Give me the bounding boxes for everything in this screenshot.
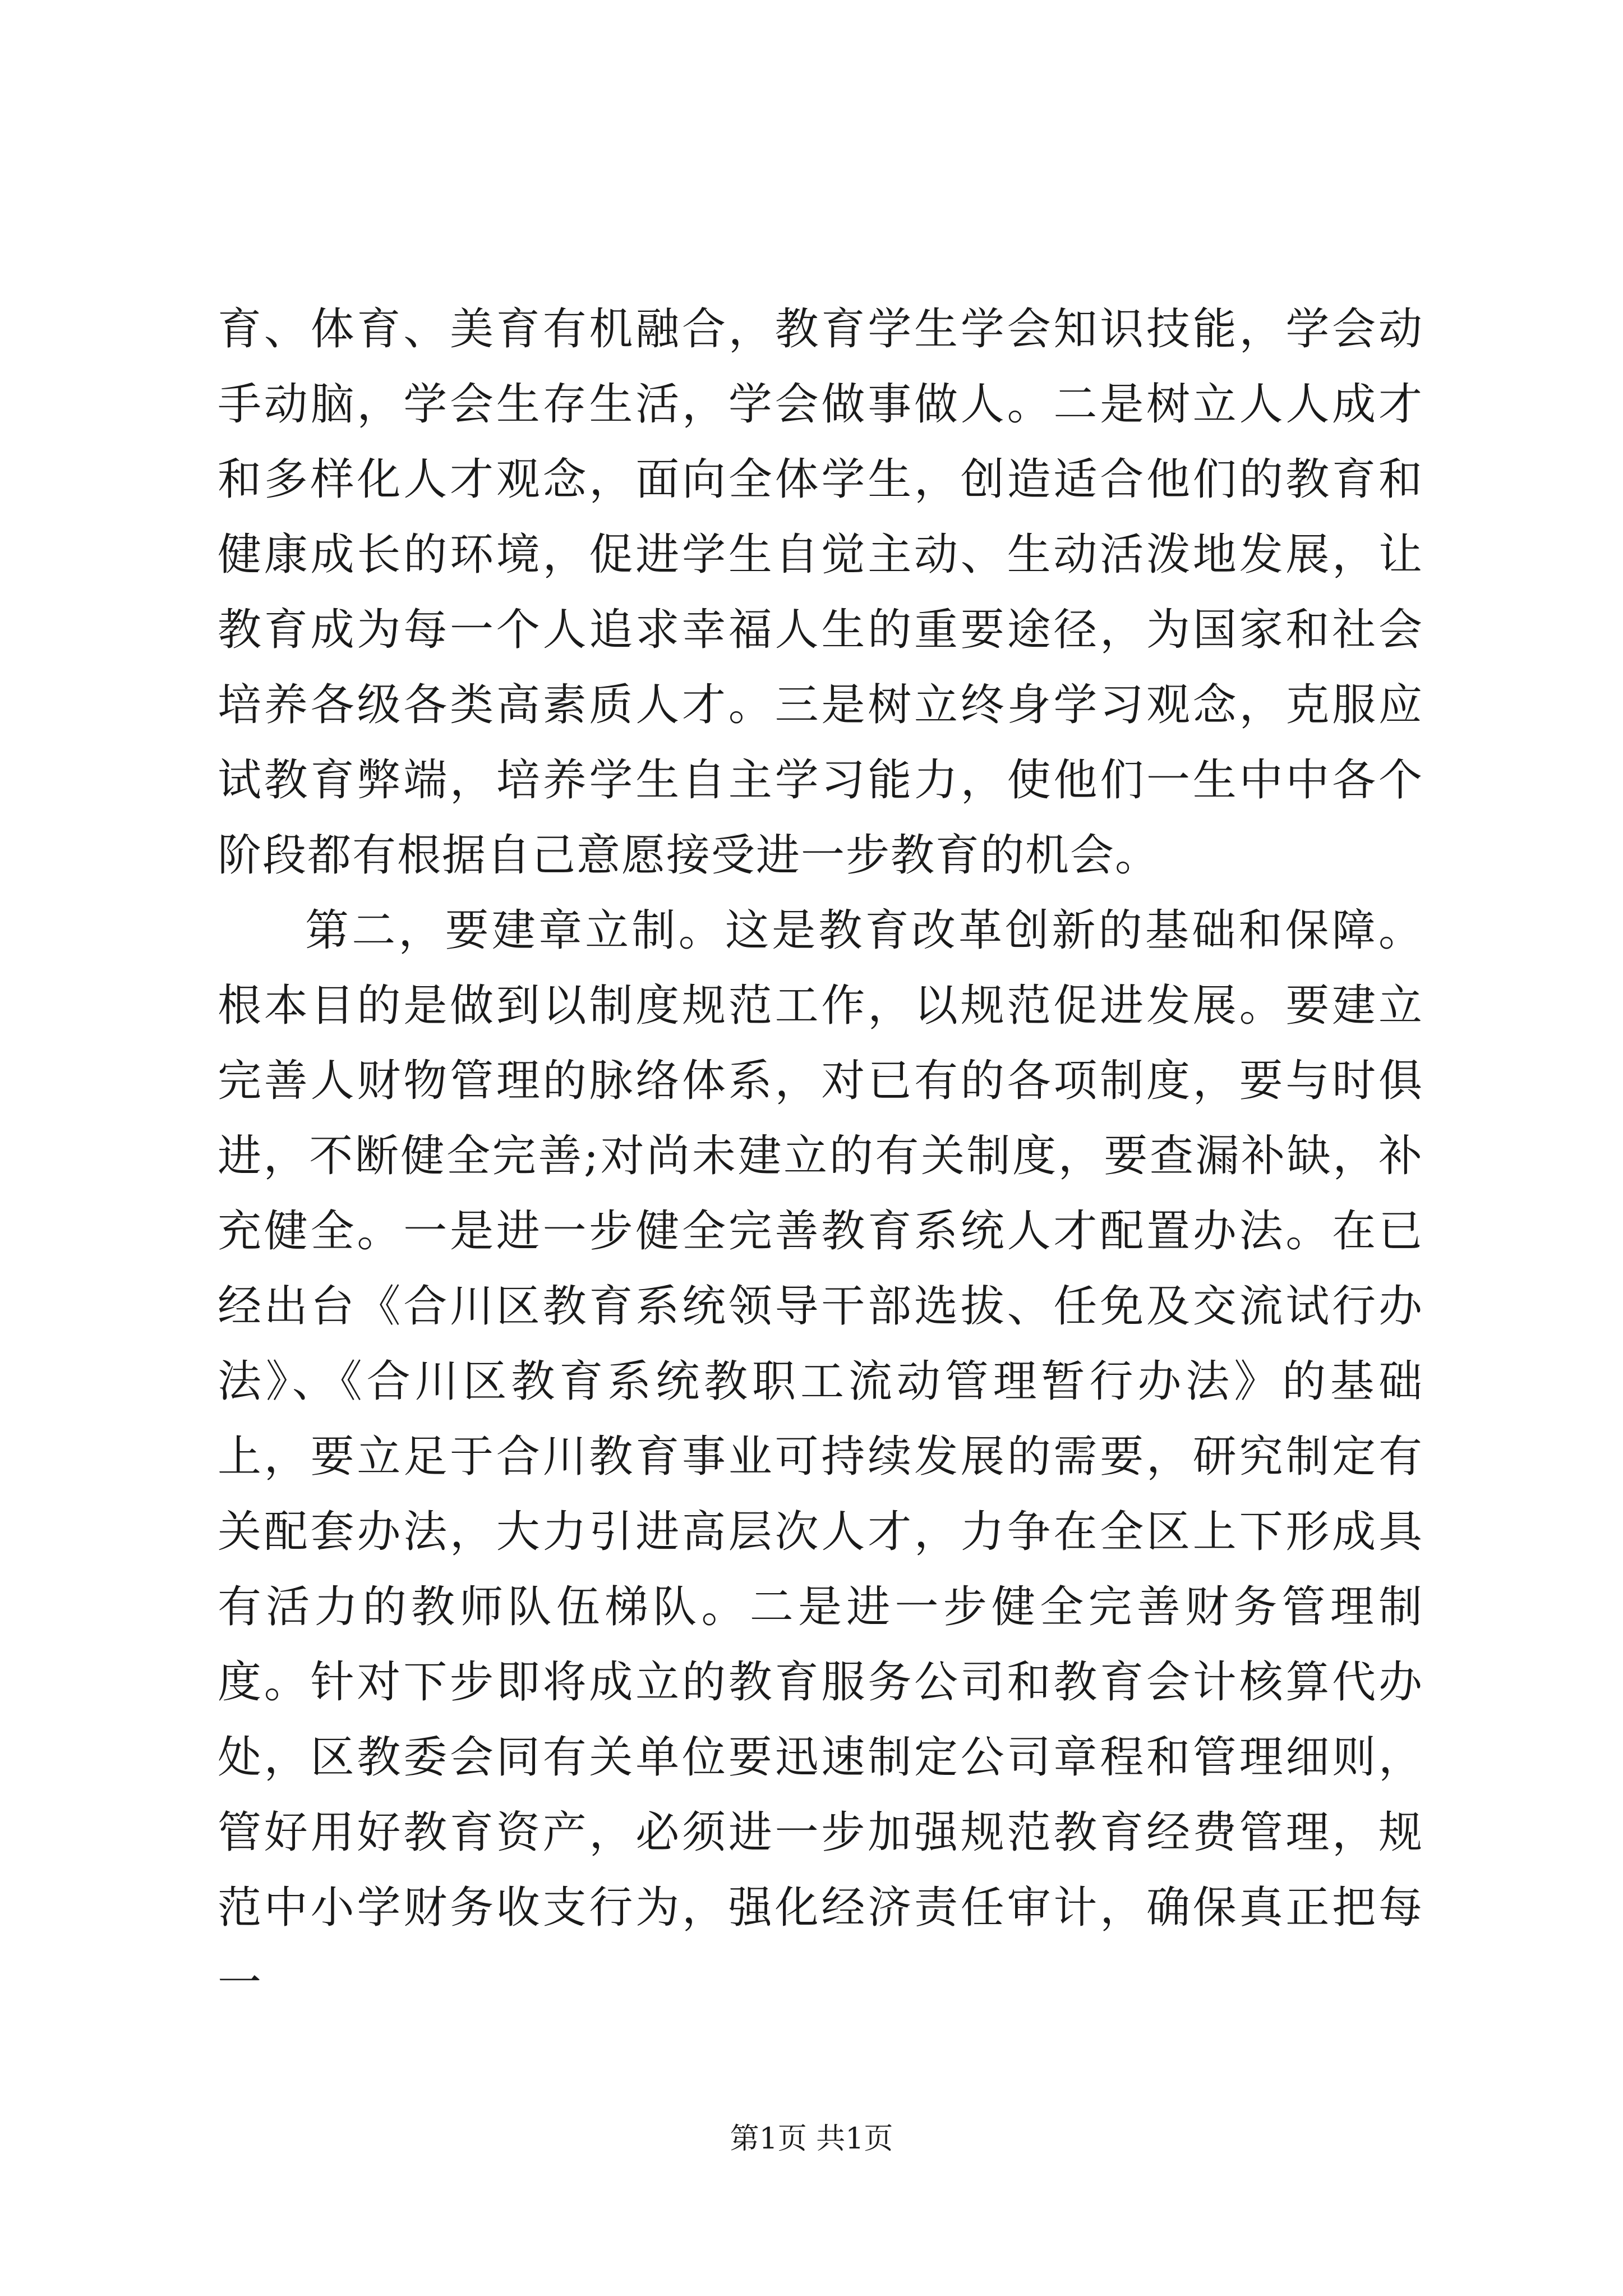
page-footer: 第1页 共1页 [730,2122,893,2156]
body-text [218,292,1423,2021]
paragraph-2: 第二，要建章立制。这是教育改革创新的基础和保障。根本目的是做到以制度规范工作，以规范促进发展。要建立完善人财物管理的脉络体系，对已有的各项制度，要与时俱进，不断健全完善;对尚未建立的有关制度，要查漏补缺，补充健全。一是进一步健全完善教育系统人才配置办法。在已经出台《合川区教育系统领导干部选拔、任免及交流试行办法》、《合川区教育系统教职工流动管理暂行办法》的基础上，要立足于合川教育事业可持续发展的需要，研究制定有关配套办法，大力引进高层次人才，力争在全区上下形成具有活力的教师队伍梯队。二是进一步健全完善财务管理制度。针对下步即将成立的教育服务公司和教育会计核算代办处，区教委会同有关单位要迅速制定公司章程和管理细则，管好用好教育资产，必须进一步加强规范教育经费管理，规范中小学财务收支行为，强化经济责任审计，确保真正把每一 [218,905,1423,2008]
paragraph-1: 育、体育、美育有机融合，教育学生学会知识技能，学会动手动脑，学会生存生活，学会做事做人。二是树立人人成才和多样化人才观念，面向全体学生，创造适合他们的教育和健康成长的环境，促进学生自觉主动、生动活泼地发展，让教育成为每一个人追求幸福人生的重要途径，为国家和社会培养各级各类高素质人才。三是树立终身学习观念，克服应试教育弊端，培养学生自主学习能力，使他们一生中中各个阶段都有根据自己意愿接受进一步教育的机会。 [218,304,1423,881]
